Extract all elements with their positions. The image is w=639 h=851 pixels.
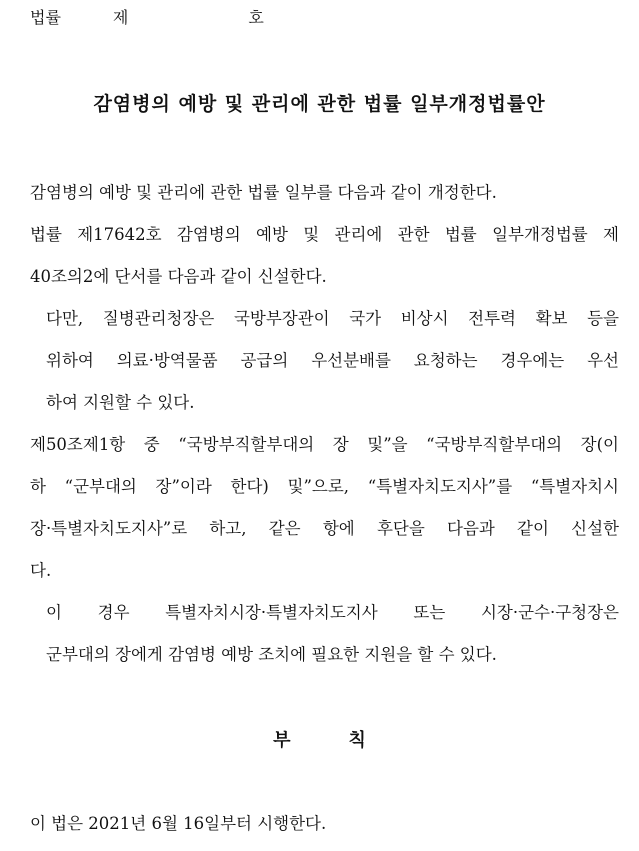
header-ho-label: 호 (248, 8, 264, 27)
body-line-6: 하여 지원할 수 있다. (46, 393, 195, 412)
body-line-7: 제50조제1항 중 “국방부직할부대의 장 및”을 “국방부직할부대의 장(이 (30, 435, 619, 454)
document-title: 감염병의 예방 및 관리에 관한 법률 일부개정법률안 (93, 93, 546, 115)
body-line-3: 40조의2에 단서를 다음과 같이 신설한다. (30, 267, 327, 286)
addenda-heading (0, 730, 639, 752)
body-line-5: 위하여 의료·방역물품 공급의 우선분배를 요청하는 경우에는 우선 (46, 351, 619, 370)
header-law-label: 법률 (30, 8, 61, 27)
body-line-10: 다. (30, 561, 52, 580)
body-line-11: 이 경우 특별자치시장·특별자치도지사 또는 시장·군수·구청장은 (46, 603, 619, 622)
body-line-8: 하 “군부대의 장”이라 한다) 및”으로, “특별자치도지사”를 “특별자치시 (30, 477, 619, 496)
body-line-12: 군부대의 장에게 감염병 예방 조치에 필요한 지원을 할 수 있다. (46, 645, 497, 664)
body-line-4: 다만, 질병관리청장은 국방부장관이 국가 비상시 전투력 확보 등을 (46, 309, 619, 328)
header-number-label: 제 (112, 8, 129, 27)
addenda-char-2: 칙 (348, 730, 366, 751)
body-line-2: 법률 제17642호 감염병의 예방 및 관리에 관한 법률 일부개정법률 제 (30, 225, 619, 244)
addenda-char-1: 부 (273, 730, 291, 751)
body-line-1: 감염병의 예방 및 관리에 관한 법률 일부를 다음과 같이 개정한다. (30, 183, 497, 202)
bill-number-header (30, 8, 619, 28)
body-line-9: 장·특별자치도지사”로 하고, 같은 항에 후단을 다음과 같이 신설한 (30, 519, 619, 538)
effective-date-line: 이 법은 2021년 6월 16일부터 시행한다. (30, 814, 327, 833)
